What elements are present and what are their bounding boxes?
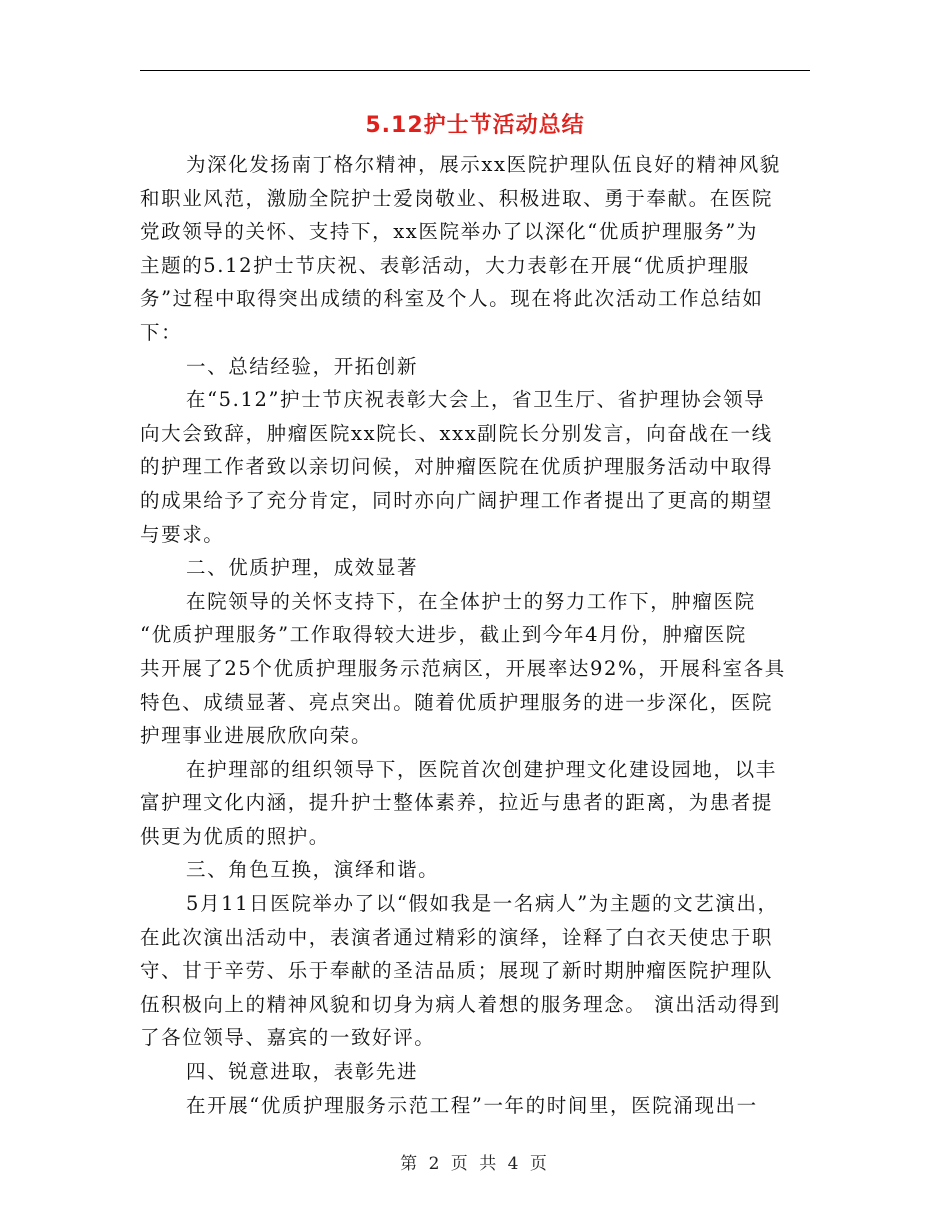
text-line: 务”过程中取得突出成绩的科室及个人。现在将此次活动工作总结如 — [140, 287, 764, 311]
text-line: 主题的5.12护士节庆祝、表彰活动，大力表彰在开展“优质护理服 — [140, 253, 750, 277]
text-line: 三、角色互换，演绎和谐。 — [186, 858, 440, 882]
text-line: 为深化发扬南丁格尔精神，展示xx医院护理队伍良好的精神风貌 — [186, 153, 781, 176]
text-line: 5月11日医院举办了以“假如我是一名病人”为主题的文艺演出， — [186, 892, 779, 916]
document-title: 5.12护士节活动总结 — [365, 113, 585, 138]
text-line: 在“5.12”护士节庆祝表彰大会上，省卫生厅、省护理协会领导 — [186, 388, 766, 412]
text-line: 特色、成绩显著、亮点突出。随着优质护理服务的进一步深化，医院 — [140, 690, 774, 714]
text-line: 了各位领导、嘉宾的一致好评。 — [140, 1026, 436, 1050]
text-line: 四、锐意进取，表彰先进 — [186, 1060, 419, 1084]
header-rule — [140, 70, 810, 71]
text-line: 和职业风范，激励全院护士爱岗敬业、积极进取、勇于奉献。在医院 — [140, 186, 774, 210]
text-line: 在院领导的关怀支持下，在全体护士的努力工作下，肿瘤医院 — [186, 589, 756, 613]
text-line: 下： — [140, 320, 183, 344]
text-line: 一、总结经验，开拓创新 — [186, 354, 419, 378]
text-line: 共开展了25个优质护理服务示范病区，开展率达92%，开展科室各具 — [140, 656, 786, 680]
text-line: 富护理文化内涵，提升护士整体素养，拉近与患者的距离，为患者提 — [140, 791, 774, 815]
text-line: 在此次演出活动中，表演者通过精彩的演绎，诠释了白衣天使忠于职 — [140, 925, 774, 949]
text-line: 守、甘于辛劳、乐于奉献的圣洁品质；展现了新时期肿瘤医院护理队 — [140, 959, 774, 983]
text-line: 在护理部的组织领导下，医院首次创建护理文化建设园地，以丰 — [186, 757, 777, 781]
text-line: “优质护理服务”工作取得较大进步，截止到今年4月份，肿瘤医院 — [140, 623, 747, 647]
text-line: 二、优质护理，成效显著 — [186, 556, 419, 580]
text-line: 的成果给予了充分肯定，同时亦向广阔护理工作者提出了更高的期望 — [140, 488, 774, 512]
text-line: 党政领导的关怀、支持下，xx医院举办了以深化“优质护理服务”为 — [140, 220, 759, 244]
text-line: 供更为优质的照护。 — [140, 824, 330, 848]
text-line: 在开展“优质护理服务示范工程”一年的时间里，医院涌现出一 — [186, 1093, 758, 1117]
document-body — [140, 148, 810, 1122]
text-line: 护理事业进展欣欣向荣。 — [140, 724, 373, 748]
text-line: 与要求。 — [140, 522, 225, 546]
page-footer: 第 2 页 共 4 页 — [400, 1154, 550, 1174]
text-line: 向大会致辞，肿瘤医院xx院长、xxx副院长分别发言，向奋战在一线 — [140, 421, 773, 445]
text-line: 伍积极向上的精神风貌和切身为病人着想的服务理念。 演出活动得到 — [140, 992, 781, 1016]
text-line: 的护理工作者致以亲切问候，对肿瘤医院在优质护理服务活动中取得 — [140, 455, 774, 479]
